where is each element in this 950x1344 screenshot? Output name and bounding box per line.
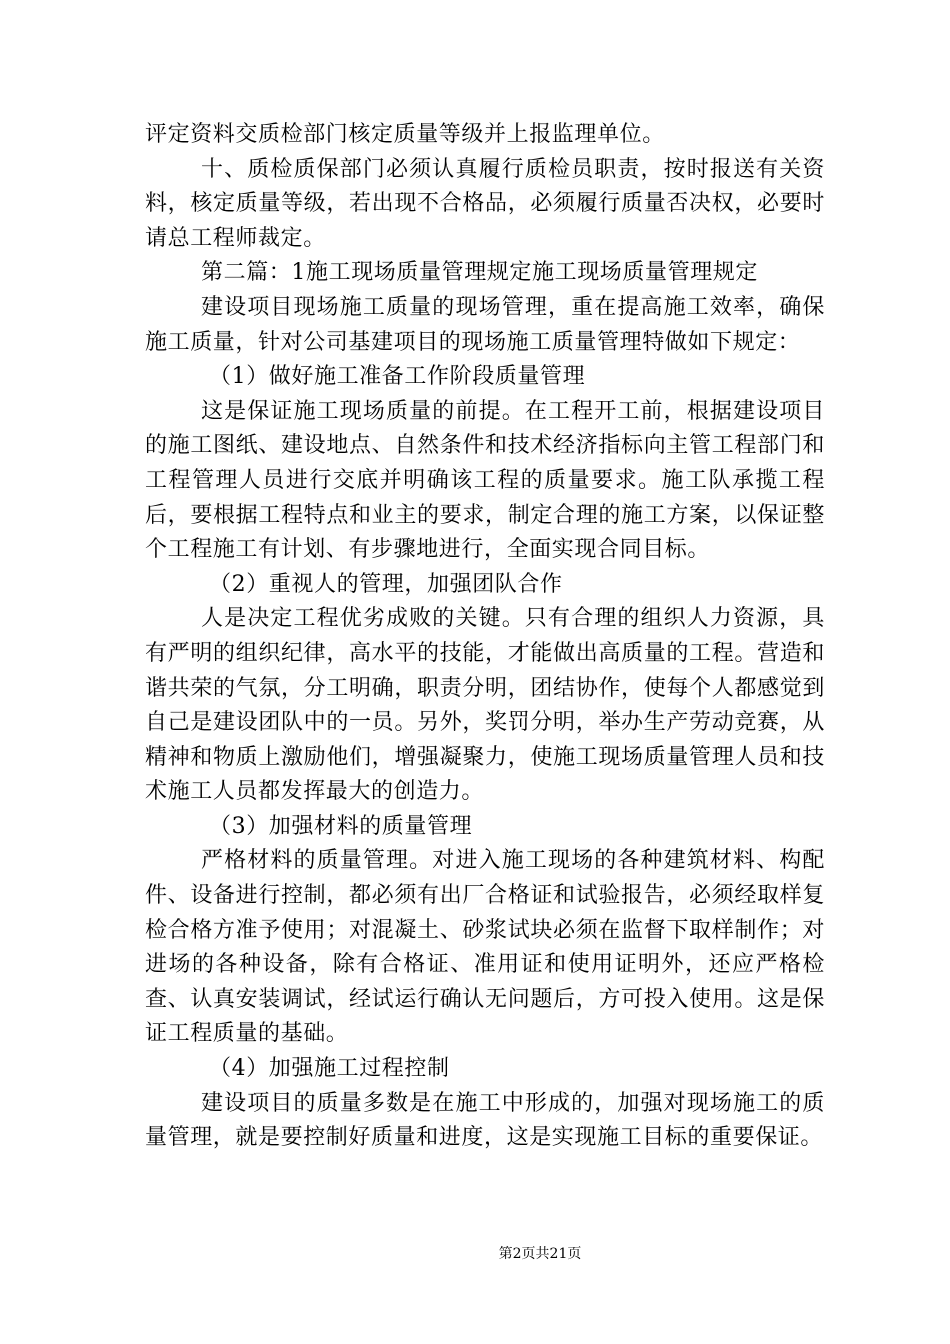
paragraph-4: 建设项目的质量多数是在施工中形成的，加强对现场施工的质量管理，就是要控制好质量和进度，这是实现施工目标的重要保证。 [145,1090,825,1151]
subheading-1: （1）做好施工准备工作阶段质量管理 [209,364,586,390]
section-heading: 第二篇：1施工现场质量管理规定施工现场质量管理规定 [201,260,758,286]
subheading-2: （2）重视人的管理，加强团队合作 [209,571,563,597]
subheading-4: （4）加强施工过程控制 [209,1056,450,1082]
paragraph-item-ten: 十、质检质保部门必须认真履行质检员职责，按时报送有关资料，核定质量等级，若出现不合格品，必须履行质量否决权，必要时请总工程师裁定。 [145,156,825,251]
paragraph-3: 严格材料的质量管理。对进入施工现场的各种建筑材料、构配件、设备进行控制，都必须有出厂合格证和试验报告，必须经取样复检合格方准予使用；对混凝土、砂浆试块必须在监督下取样制作；对进场的各种设备，除有合格证、准用证和使用证明外，还应严格检查、认真安装调试，经试运行确认无问题后，方可投入使用。这是保证工程质量的基础。 [145,848,825,1047]
document-body [145,118,825,1156]
paragraph-1: 这是保证施工现场质量的前提。在工程开工前，根据建设项目的施工图纸、建设地点、自然条件和技术经济指标向主管工程部门和工程管理人员进行交底并明确该工程的质量要求。施工队承揽工程后，要根据工程特点和业主的要求，制定合理的施工方案，以保证整个工程施工有计划、有步骤地进行，全面实现合同目标。 [145,398,825,563]
paragraph-continuation: 评定资料交质检部门核定质量等级并上报监理单位。 [145,122,665,147]
page-number-footer: 第2页共21页 [498,1246,582,1262]
paragraph-intro: 建设项目现场施工质量的现场管理，重在提高施工效率，确保施工质量，针对公司基建项目的现场施工质量管理特做如下规定： [145,294,825,355]
paragraph-2: 人是决定工程优劣成败的关键。只有合理的组织人力资源，具有严明的组织纪律，高水平的技能，才能做出高质量的工程。营造和谐共荣的气氛，分工明确，职责分明，团结协作，使每个人都感觉到自己是建设团队中的一员。另外，奖罚分明，举办生产劳动竞赛，从精神和物质上激励他们，增强凝聚力，使施工现场质量管理人员和技术施工人员都发挥最大的创造力。 [145,606,825,805]
subheading-3: （3）加强材料的质量管理 [209,813,473,839]
